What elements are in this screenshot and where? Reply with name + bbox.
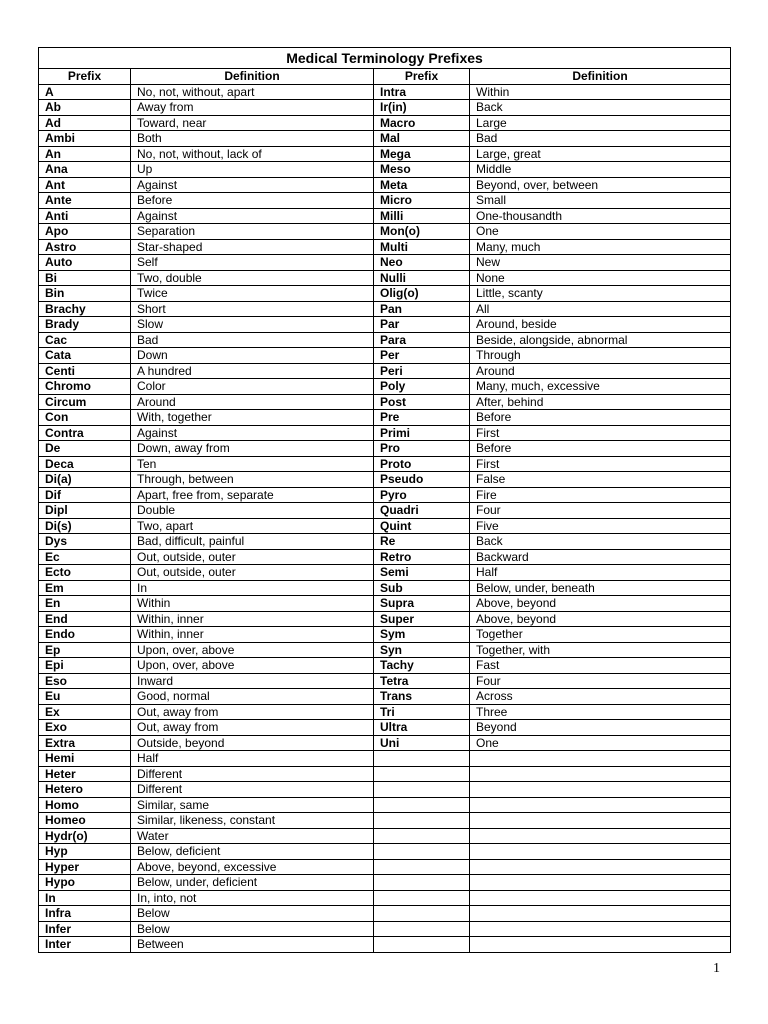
definition-cell: Around xyxy=(470,363,731,379)
definition-cell: Within xyxy=(470,84,731,100)
table-row xyxy=(39,224,731,240)
prefix-cell xyxy=(374,813,470,829)
definition-cell: Two, apart xyxy=(131,518,374,534)
prefix-cell: Trans xyxy=(374,689,470,705)
definition-cell xyxy=(470,813,731,829)
prefix-cell: Pan xyxy=(374,301,470,317)
table-row xyxy=(39,208,731,224)
table-row xyxy=(39,348,731,364)
prefix-cell: Tri xyxy=(374,704,470,720)
table-row xyxy=(39,456,731,472)
definition-cell: Good, normal xyxy=(131,689,374,705)
prefix-cell: Tachy xyxy=(374,658,470,674)
table-row xyxy=(39,813,731,829)
definition-cell: Down xyxy=(131,348,374,364)
table-body xyxy=(39,84,731,952)
definition-cell: All xyxy=(470,301,731,317)
definition-cell: Within xyxy=(131,596,374,612)
table-row xyxy=(39,270,731,286)
prefix-cell: Para xyxy=(374,332,470,348)
prefix-cell: Homeo xyxy=(39,813,131,829)
table-row xyxy=(39,596,731,612)
prefix-cell: Olig(o) xyxy=(374,286,470,302)
table-row xyxy=(39,131,731,147)
definition-cell: Through xyxy=(470,348,731,364)
definition-cell: Bad xyxy=(470,131,731,147)
definition-cell: Two, double xyxy=(131,270,374,286)
prefix-cell xyxy=(374,797,470,813)
table-row xyxy=(39,487,731,503)
definition-cell xyxy=(470,937,731,953)
prefix-cell: Ant xyxy=(39,177,131,193)
definition-cell: Double xyxy=(131,503,374,519)
prefix-cell: Quadri xyxy=(374,503,470,519)
prefix-cell: Apo xyxy=(39,224,131,240)
table-row xyxy=(39,518,731,534)
prefix-cell: Dipl xyxy=(39,503,131,519)
prefix-cell: Eso xyxy=(39,673,131,689)
prefix-cell: Hyper xyxy=(39,859,131,875)
definition-cell: Star-shaped xyxy=(131,239,374,255)
definition-cell: Above, beyond xyxy=(470,611,731,627)
prefix-cell: Mal xyxy=(374,131,470,147)
prefix-cell: Poly xyxy=(374,379,470,395)
prefix-cell: In xyxy=(39,890,131,906)
definition-cell: Away from xyxy=(131,100,374,116)
prefix-cell: Tetra xyxy=(374,673,470,689)
definition-cell: Upon, over, above xyxy=(131,642,374,658)
prefix-cell: Macro xyxy=(374,115,470,131)
prefix-cell: Pseudo xyxy=(374,472,470,488)
prefix-cell: Micro xyxy=(374,193,470,209)
definition-cell: First xyxy=(470,425,731,441)
definition-cell: Through, between xyxy=(131,472,374,488)
prefix-cell: A xyxy=(39,84,131,100)
definition-cell: In, into, not xyxy=(131,890,374,906)
definition-cell: Large xyxy=(470,115,731,131)
prefix-cell: Extra xyxy=(39,735,131,751)
table-row xyxy=(39,317,731,333)
definition-cell: One-thousandth xyxy=(470,208,731,224)
table-row xyxy=(39,797,731,813)
prefix-cell: Proto xyxy=(374,456,470,472)
definition-cell: Below, deficient xyxy=(131,844,374,860)
prefix-cell: Ex xyxy=(39,704,131,720)
prefix-cell: Hyp xyxy=(39,844,131,860)
header-prefix: Prefix xyxy=(374,69,470,85)
prefix-cell: Ec xyxy=(39,549,131,565)
definition-cell: Above, beyond, excessive xyxy=(131,859,374,875)
table-row xyxy=(39,859,731,875)
prefix-cell: Heter xyxy=(39,766,131,782)
prefix-cell: Cata xyxy=(39,348,131,364)
prefix-cell: Hemi xyxy=(39,751,131,767)
definition-cell: Below, under, beneath xyxy=(470,580,731,596)
prefix-cell: Bi xyxy=(39,270,131,286)
prefix-cell: Infer xyxy=(39,921,131,937)
definition-cell xyxy=(470,766,731,782)
table-row xyxy=(39,84,731,100)
prefix-cell: Infra xyxy=(39,906,131,922)
table-row xyxy=(39,828,731,844)
definition-cell: Three xyxy=(470,704,731,720)
prefix-cell: Endo xyxy=(39,627,131,643)
prefix-cell: Uni xyxy=(374,735,470,751)
prefix-cell: Ab xyxy=(39,100,131,116)
definition-cell: Up xyxy=(131,162,374,178)
definition-cell: Bad, difficult, painful xyxy=(131,534,374,550)
table-row xyxy=(39,239,731,255)
prefix-cell xyxy=(374,766,470,782)
prefix-cell xyxy=(374,890,470,906)
table-row xyxy=(39,673,731,689)
prefix-cell xyxy=(374,921,470,937)
definition-cell: Similar, same xyxy=(131,797,374,813)
table-row xyxy=(39,937,731,953)
table-row xyxy=(39,611,731,627)
definition-cell: Both xyxy=(131,131,374,147)
definition-cell: Half xyxy=(131,751,374,767)
table-row xyxy=(39,580,731,596)
definition-cell: Below, under, deficient xyxy=(131,875,374,891)
prefix-cell: Supra xyxy=(374,596,470,612)
prefix-cell: Epi xyxy=(39,658,131,674)
prefix-cell xyxy=(374,906,470,922)
definition-cell: New xyxy=(470,255,731,271)
prefix-cell: En xyxy=(39,596,131,612)
prefix-cell: Pyro xyxy=(374,487,470,503)
prefix-cell: Deca xyxy=(39,456,131,472)
definition-cell: After, behind xyxy=(470,394,731,410)
prefix-cell: Quint xyxy=(374,518,470,534)
definition-cell: Upon, over, above xyxy=(131,658,374,674)
definition-cell: Large, great xyxy=(470,146,731,162)
definition-cell xyxy=(470,859,731,875)
definition-cell xyxy=(470,797,731,813)
table-row xyxy=(39,782,731,798)
prefix-cell: End xyxy=(39,611,131,627)
prefix-cell: Anti xyxy=(39,208,131,224)
table-row xyxy=(39,255,731,271)
prefix-table xyxy=(38,47,731,953)
prefix-cell: Ad xyxy=(39,115,131,131)
prefix-cell: Em xyxy=(39,580,131,596)
prefix-cell: Eu xyxy=(39,689,131,705)
definition-cell: Water xyxy=(131,828,374,844)
table-row xyxy=(39,766,731,782)
table-row xyxy=(39,100,731,116)
prefix-cell: Circum xyxy=(39,394,131,410)
prefix-cell: Peri xyxy=(374,363,470,379)
prefix-cell: Syn xyxy=(374,642,470,658)
prefix-cell: Meta xyxy=(374,177,470,193)
prefix-cell: Ultra xyxy=(374,720,470,736)
definition-cell: Many, much, excessive xyxy=(470,379,731,395)
table-row xyxy=(39,689,731,705)
table-row xyxy=(39,627,731,643)
prefix-cell: Exo xyxy=(39,720,131,736)
definition-cell: Ten xyxy=(131,456,374,472)
table-row xyxy=(39,301,731,317)
definition-cell: Small xyxy=(470,193,731,209)
definition-cell: Within, inner xyxy=(131,611,374,627)
table-row xyxy=(39,177,731,193)
table-row xyxy=(39,394,731,410)
prefix-cell: Hypo xyxy=(39,875,131,891)
prefix-cell: Dys xyxy=(39,534,131,550)
prefix-cell: Post xyxy=(374,394,470,410)
prefix-cell: Intra xyxy=(374,84,470,100)
definition-cell: Toward, near xyxy=(131,115,374,131)
table-row xyxy=(39,332,731,348)
definition-cell: Outside, beyond xyxy=(131,735,374,751)
prefix-cell: Di(s) xyxy=(39,518,131,534)
definition-cell: Beside, alongside, abnormal xyxy=(470,332,731,348)
prefix-cell: Neo xyxy=(374,255,470,271)
table-row xyxy=(39,441,731,457)
definition-cell: Slow xyxy=(131,317,374,333)
definition-cell: Against xyxy=(131,177,374,193)
prefix-cell xyxy=(374,937,470,953)
definition-cell: Half xyxy=(470,565,731,581)
prefix-cell: Contra xyxy=(39,425,131,441)
prefix-cell: Nulli xyxy=(374,270,470,286)
prefix-cell: Astro xyxy=(39,239,131,255)
prefix-cell: Ante xyxy=(39,193,131,209)
table-row xyxy=(39,286,731,302)
definition-cell: Little, scanty xyxy=(470,286,731,302)
definition-cell: Back xyxy=(470,534,731,550)
definition-cell: Beyond xyxy=(470,720,731,736)
prefix-cell: De xyxy=(39,441,131,457)
prefix-cell: Mon(o) xyxy=(374,224,470,240)
prefix-cell xyxy=(374,875,470,891)
prefix-cell: Hydr(o) xyxy=(39,828,131,844)
prefix-cell: Ep xyxy=(39,642,131,658)
prefix-cell: Super xyxy=(374,611,470,627)
table-row xyxy=(39,720,731,736)
definition-cell: Around xyxy=(131,394,374,410)
definition-cell: Before xyxy=(470,410,731,426)
definition-cell: False xyxy=(470,472,731,488)
definition-cell: Out, away from xyxy=(131,704,374,720)
prefix-cell xyxy=(374,782,470,798)
page-number: 1 xyxy=(713,961,720,976)
table-row xyxy=(39,906,731,922)
table-row xyxy=(39,115,731,131)
prefix-cell: Multi xyxy=(374,239,470,255)
definition-cell: Twice xyxy=(131,286,374,302)
table-row xyxy=(39,890,731,906)
definition-cell: Bad xyxy=(131,332,374,348)
prefix-cell xyxy=(374,859,470,875)
table-row xyxy=(39,162,731,178)
table-row xyxy=(39,565,731,581)
table-row xyxy=(39,735,731,751)
prefix-cell xyxy=(374,828,470,844)
definition-cell: One xyxy=(470,224,731,240)
definition-cell: A hundred xyxy=(131,363,374,379)
definition-cell: Out, away from xyxy=(131,720,374,736)
prefix-cell: Retro xyxy=(374,549,470,565)
definition-cell: Within, inner xyxy=(131,627,374,643)
definition-cell: Four xyxy=(470,503,731,519)
definition-cell: In xyxy=(131,580,374,596)
definition-cell: Five xyxy=(470,518,731,534)
definition-cell: Down, away from xyxy=(131,441,374,457)
definition-cell: Across xyxy=(470,689,731,705)
prefix-cell: An xyxy=(39,146,131,162)
prefix-cell: Bin xyxy=(39,286,131,302)
definition-cell: Before xyxy=(131,193,374,209)
prefix-cell: Di(a) xyxy=(39,472,131,488)
definition-cell xyxy=(470,782,731,798)
definition-cell: Inward xyxy=(131,673,374,689)
prefix-cell: Semi xyxy=(374,565,470,581)
prefix-cell: Milli xyxy=(374,208,470,224)
table-row xyxy=(39,534,731,550)
table-row xyxy=(39,363,731,379)
definition-cell: Middle xyxy=(470,162,731,178)
prefix-cell: Sym xyxy=(374,627,470,643)
prefix-cell: Par xyxy=(374,317,470,333)
table-row xyxy=(39,642,731,658)
prefix-cell: Homo xyxy=(39,797,131,813)
prefix-cell: Centi xyxy=(39,363,131,379)
prefix-cell: Ir(in) xyxy=(374,100,470,116)
prefix-cell: Re xyxy=(374,534,470,550)
prefix-cell: Auto xyxy=(39,255,131,271)
table-row xyxy=(39,704,731,720)
definition-cell: Short xyxy=(131,301,374,317)
definition-cell xyxy=(470,875,731,891)
table-row xyxy=(39,410,731,426)
definition-cell: Between xyxy=(131,937,374,953)
definition-cell: Color xyxy=(131,379,374,395)
definition-cell: Before xyxy=(470,441,731,457)
header-definition: Definition xyxy=(470,69,731,85)
definition-cell: Fire xyxy=(470,487,731,503)
definition-cell xyxy=(470,906,731,922)
definition-cell: Around, beside xyxy=(470,317,731,333)
prefix-cell: Ana xyxy=(39,162,131,178)
definition-cell: Apart, free from, separate xyxy=(131,487,374,503)
prefix-cell xyxy=(374,751,470,767)
definition-cell xyxy=(470,921,731,937)
definition-cell: Back xyxy=(470,100,731,116)
table-row xyxy=(39,875,731,891)
prefix-cell: Pro xyxy=(374,441,470,457)
table-row xyxy=(39,658,731,674)
definition-cell: Below xyxy=(131,921,374,937)
definition-cell: Below xyxy=(131,906,374,922)
prefix-cell: Brady xyxy=(39,317,131,333)
prefix-cell: Con xyxy=(39,410,131,426)
prefix-cell: Meso xyxy=(374,162,470,178)
prefix-cell: Ambi xyxy=(39,131,131,147)
definition-cell xyxy=(470,890,731,906)
definition-cell: One xyxy=(470,735,731,751)
prefix-cell: Hetero xyxy=(39,782,131,798)
table-row xyxy=(39,751,731,767)
definition-cell: Against xyxy=(131,425,374,441)
table-row xyxy=(39,472,731,488)
definition-cell: Self xyxy=(131,255,374,271)
table-row xyxy=(39,146,731,162)
definition-cell: Different xyxy=(131,766,374,782)
table-row xyxy=(39,549,731,565)
prefix-cell: Brachy xyxy=(39,301,131,317)
definition-cell: Four xyxy=(470,673,731,689)
definition-cell: Different xyxy=(131,782,374,798)
definition-cell: Against xyxy=(131,208,374,224)
definition-cell: Fast xyxy=(470,658,731,674)
definition-cell xyxy=(470,844,731,860)
prefix-cell: Inter xyxy=(39,937,131,953)
header-definition: Definition xyxy=(131,69,374,85)
definition-cell: Many, much xyxy=(470,239,731,255)
definition-cell: First xyxy=(470,456,731,472)
definition-cell: None xyxy=(470,270,731,286)
definition-cell: Out, outside, outer xyxy=(131,549,374,565)
definition-cell: Out, outside, outer xyxy=(131,565,374,581)
prefix-cell: Per xyxy=(374,348,470,364)
definition-cell: Beyond, over, between xyxy=(470,177,731,193)
definition-cell: Similar, likeness, constant xyxy=(131,813,374,829)
prefix-cell: Mega xyxy=(374,146,470,162)
table-row xyxy=(39,503,731,519)
table-title: Medical Terminology Prefixes xyxy=(39,48,731,69)
table-row xyxy=(39,425,731,441)
table-row xyxy=(39,193,731,209)
definition-cell xyxy=(470,751,731,767)
definition-cell xyxy=(470,828,731,844)
definition-cell: Backward xyxy=(470,549,731,565)
prefix-cell: Primi xyxy=(374,425,470,441)
prefix-cell: Chromo xyxy=(39,379,131,395)
prefix-cell xyxy=(374,844,470,860)
prefix-cell: Sub xyxy=(374,580,470,596)
prefix-cell: Cac xyxy=(39,332,131,348)
definition-cell: Together, with xyxy=(470,642,731,658)
table-row xyxy=(39,844,731,860)
table-row xyxy=(39,379,731,395)
definition-cell: Separation xyxy=(131,224,374,240)
definition-cell: With, together xyxy=(131,410,374,426)
definition-cell: Above, beyond xyxy=(470,596,731,612)
definition-cell: No, not, without, lack of xyxy=(131,146,374,162)
header-prefix: Prefix xyxy=(39,69,131,85)
prefix-cell: Pre xyxy=(374,410,470,426)
definition-cell: Together xyxy=(470,627,731,643)
prefix-cell: Dif xyxy=(39,487,131,503)
table-row xyxy=(39,921,731,937)
definition-cell: No, not, without, apart xyxy=(131,84,374,100)
prefix-cell: Ecto xyxy=(39,565,131,581)
